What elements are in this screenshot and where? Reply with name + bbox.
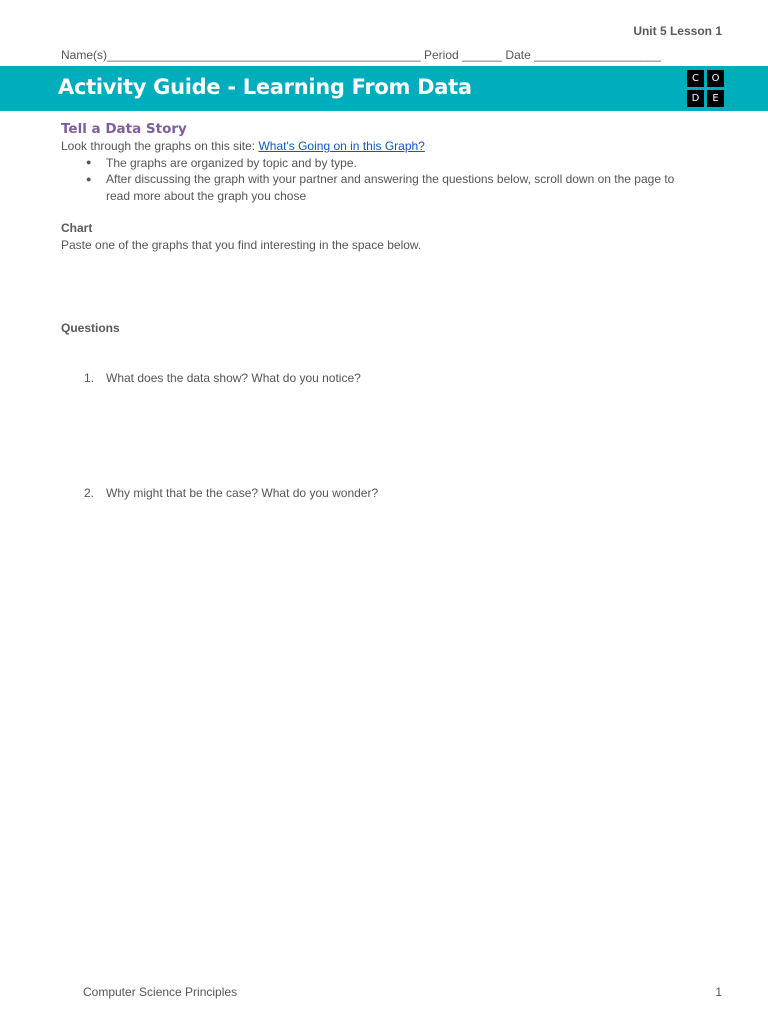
logo-letter-d: D <box>687 90 704 107</box>
bullet-item: After discussing the graph with your partner and answering the questions below, scroll down on the page to <box>106 172 675 186</box>
code-logo <box>687 70 725 108</box>
unit-lesson-label: Unit 5 Lesson 1 <box>633 24 722 38</box>
logo-letter-e: E <box>707 90 724 107</box>
bullet-item-continuation: read more about the graph you chose <box>106 189 307 203</box>
logo-letter-o: O <box>707 70 724 87</box>
graph-site-link[interactable]: What's Going on in this Graph? <box>258 139 425 153</box>
intro-prefix: Look through the graphs on this site: <box>61 139 259 153</box>
bullet-dot: ● <box>86 174 92 184</box>
question-text: What does the data show? What do you notice? <box>106 371 361 385</box>
questions-heading: Questions <box>61 321 120 335</box>
logo-letter-c: C <box>687 70 704 87</box>
page-title: Activity Guide - Learning From Data <box>58 75 472 99</box>
name-period-date-line: Name(s)_______________________________________________ Period ______ Date ___________________ <box>61 48 661 62</box>
chart-heading: Chart <box>61 221 93 235</box>
chart-instruction: Paste one of the graphs that you find interesting in the space below. <box>61 238 422 252</box>
bullet-item: The graphs are organized by topic and by type. <box>106 156 357 170</box>
page-number: 1 <box>715 985 722 999</box>
title-banner <box>0 66 768 111</box>
question-text: Why might that be the case? What do you wonder? <box>106 486 379 500</box>
section-heading: Tell a Data Story <box>61 121 187 137</box>
footer-course-name: Computer Science Principles <box>83 985 238 999</box>
question-number: 1. <box>84 371 95 385</box>
bullet-dot: ● <box>86 157 92 167</box>
intro-text <box>61 139 425 153</box>
question-number: 2. <box>84 486 95 500</box>
